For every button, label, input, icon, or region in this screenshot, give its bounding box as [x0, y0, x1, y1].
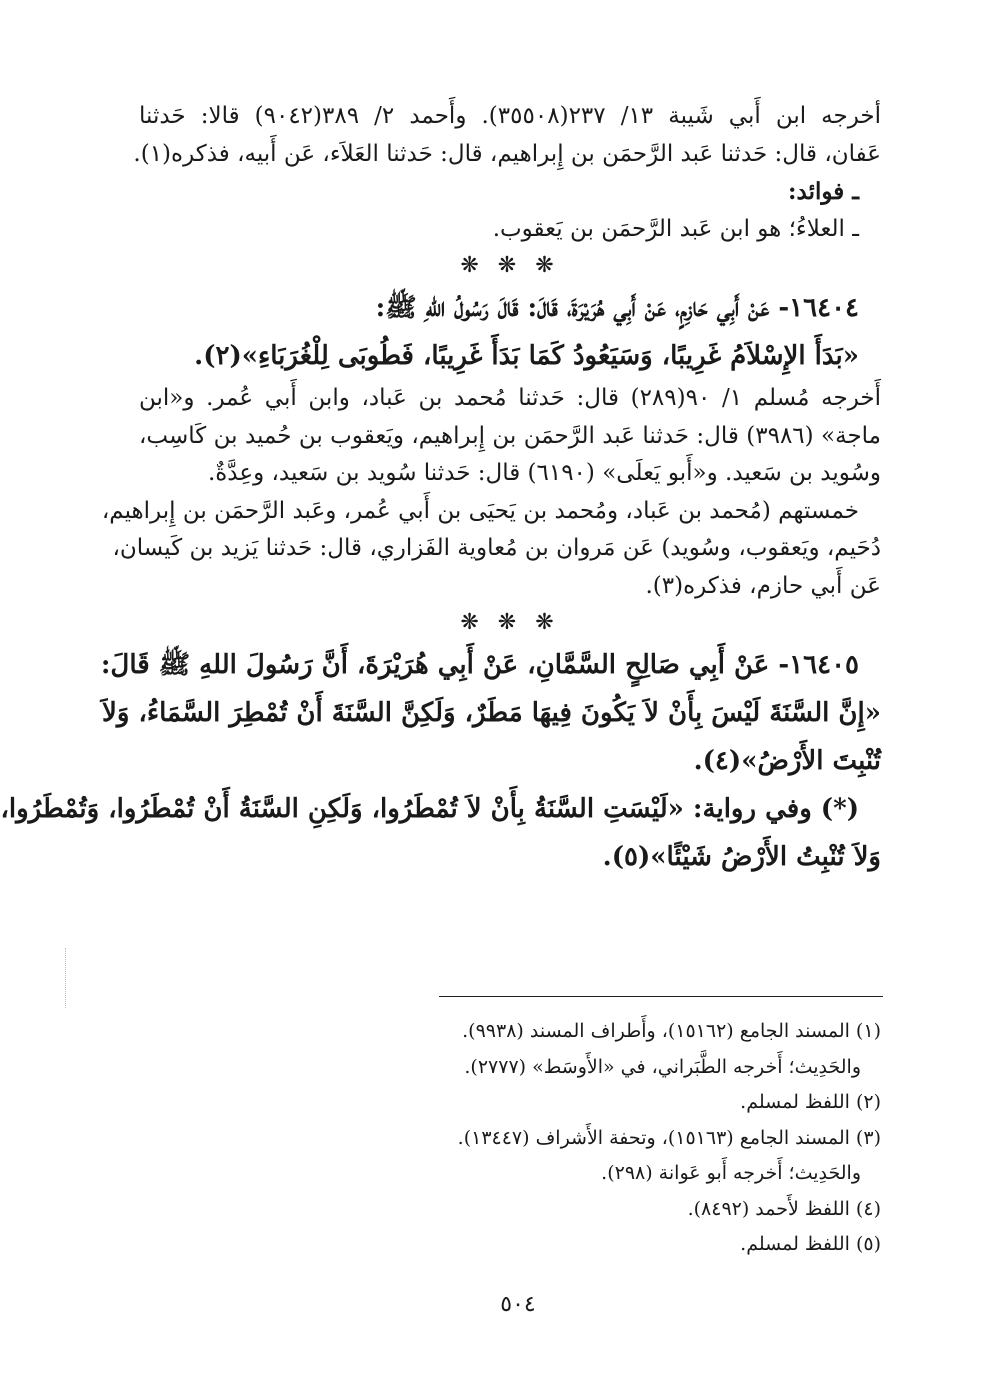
hadith-16405-line: تُنْبِتَ الأَرْضُ»(٤). [693, 746, 881, 776]
footnote-divider [439, 996, 883, 997]
page-number: ٥٠٤ [500, 1292, 536, 1317]
paragraph-takhrij-line: أَخرجه مُسلم ١/ ٩٠(٢٨٩) قال: حَدثنا مُحمد بن عَباد، وابن أَبي عُمر. و«ابن [139, 385, 881, 411]
paragraph-takhrij-line: أخرجه ابن أَبي شَيبة ١٣/ ٢٣٧(٣٥٥٠٨). وأَحمد ٢/ ٣٨٩(٩٠٤٢) قالا: حَدثنا [139, 103, 882, 129]
footnote-3: (٣) المسند الجامع (١٥١٦٣)، وتحفة الأَشراف (١٣٤٤٧). [457, 1126, 881, 1149]
hadith-16405-line: «إِنَّ السَّنَةَ لَيْسَ بِأَنْ لاَ يَكُونَ فِيهَا مَطَرٌ، وَلَكِنَّ السَّنَةَ أَنْ تُمْطِرَ السَّمَاءُ، وَلاَ [102, 698, 881, 728]
footnote-1-continuation: والحَدِيث؛ أَخرجه الطَّبَراني، في «الأَوسَط» (٢٧٧٧). [464, 1055, 861, 1078]
section-separator: ❋ ❋ ❋ [460, 253, 560, 278]
hadith-16405-line: ١٦٤٠٥- عَنْ أَبِي صَالِحٍ السَّمَّانِ، عَنْ أَبِي هُرَيْرَةَ، أَنَّ رَسُولَ اللهِ ﷺ قَالَ: [100, 650, 859, 680]
hadith-16404-line: «بَدَأَ الإِسْلاَمُ غَرِيبًا، وَسَيَعُودُ كَمَا بَدَأَ غَرِيبًا، فَطُوبَى لِلْغُرَبَاءِ»(٢). [194, 341, 859, 371]
footnote-3-continuation: والحَدِيث؛ أَخرجه أَبو عَوانة (٢٩٨). [601, 1162, 861, 1184]
fawaid-heading: ـ فوائد: [788, 178, 859, 205]
footnote-4: (٤) اللفظ لأَحمد (٨٤٩٢). [687, 1197, 881, 1220]
paragraph-isnad-line: عَن أَبي حازم، فذكره(٣). [645, 572, 881, 599]
footnote-2: (٢) اللفظ لمسلم. [740, 1091, 881, 1113]
riwaya-line: وَلاَ تُنْبِتُ الأَرْضُ شَيْئًا»(٥). [602, 842, 881, 872]
paragraph-takhrij-line: وسُويد بن سَعيد. و«أَبو يَعلَى» (٦١٩٠) قال: حَدثنا سُويد بن سَعيد، وعِدَّةٌ. [207, 460, 881, 486]
footnote-5: (٥) اللفظ لمسلم. [740, 1233, 881, 1255]
scan-margin-mark [65, 948, 66, 1008]
hadith-16404-line: ١٦٤٠٤- عَنْ أَبِي حَازِمٍ، عَنْ أَبِي هُرَيْرَةَ، قَالَ: قَالَ رَسُولُ اللهِ ﷺ: [375, 293, 859, 323]
fawaid-item: ـ العلاءُ؛ هو ابن عَبد الرَّحمَن بن يَعقوب. [492, 215, 859, 242]
paragraph-takhrij-line: ماجة» (٣٩٨٦) قال: حَدثنا عَبد الرَّحمَن بن إِبراهيم، ويَعقوب بن حُميد بن كَاسِب، [139, 422, 881, 449]
main-text [0, 98, 882, 881]
paragraph-isnad-line: خمستهم (مُحمد بن عَباد، ومُحمد بن يَحيَى بن أَبي عُمر، وعَبد الرَّحمَن بن إِبراهيم، [101, 497, 859, 524]
section-separator: ❋ ❋ ❋ [460, 610, 560, 635]
footnote-1: (١) المسند الجامع (١٥١٦٢)، وأَطراف المسند (٩٩٣٨). [462, 1020, 881, 1042]
paragraph-takhrij-line: عَفان، قال: حَدثنا عَبد الرَّحمَن بن إِبراهيم، قال: حَدثنا العَلاَء، عَن أَبيه، فذكره(١). [133, 140, 881, 167]
paragraph-isnad-line: دُحَيم، ويَعقوب، وسُويد) عَن مَروان بن مُعاوية الفَزاري، قال: حَدثنا يَزيد بن كَيسان، [112, 535, 881, 561]
footnotes [139, 1014, 881, 1263]
riwaya-line: (*) وفي رواية: «لَيْسَتِ السَّنَةُ بِأَنْ لاَ تُمْطَرُوا، وَلَكِنِ السَّنَةُ أَنْ تُمْطَرُوا، وَتُمْطَرُوا، [0, 794, 859, 824]
